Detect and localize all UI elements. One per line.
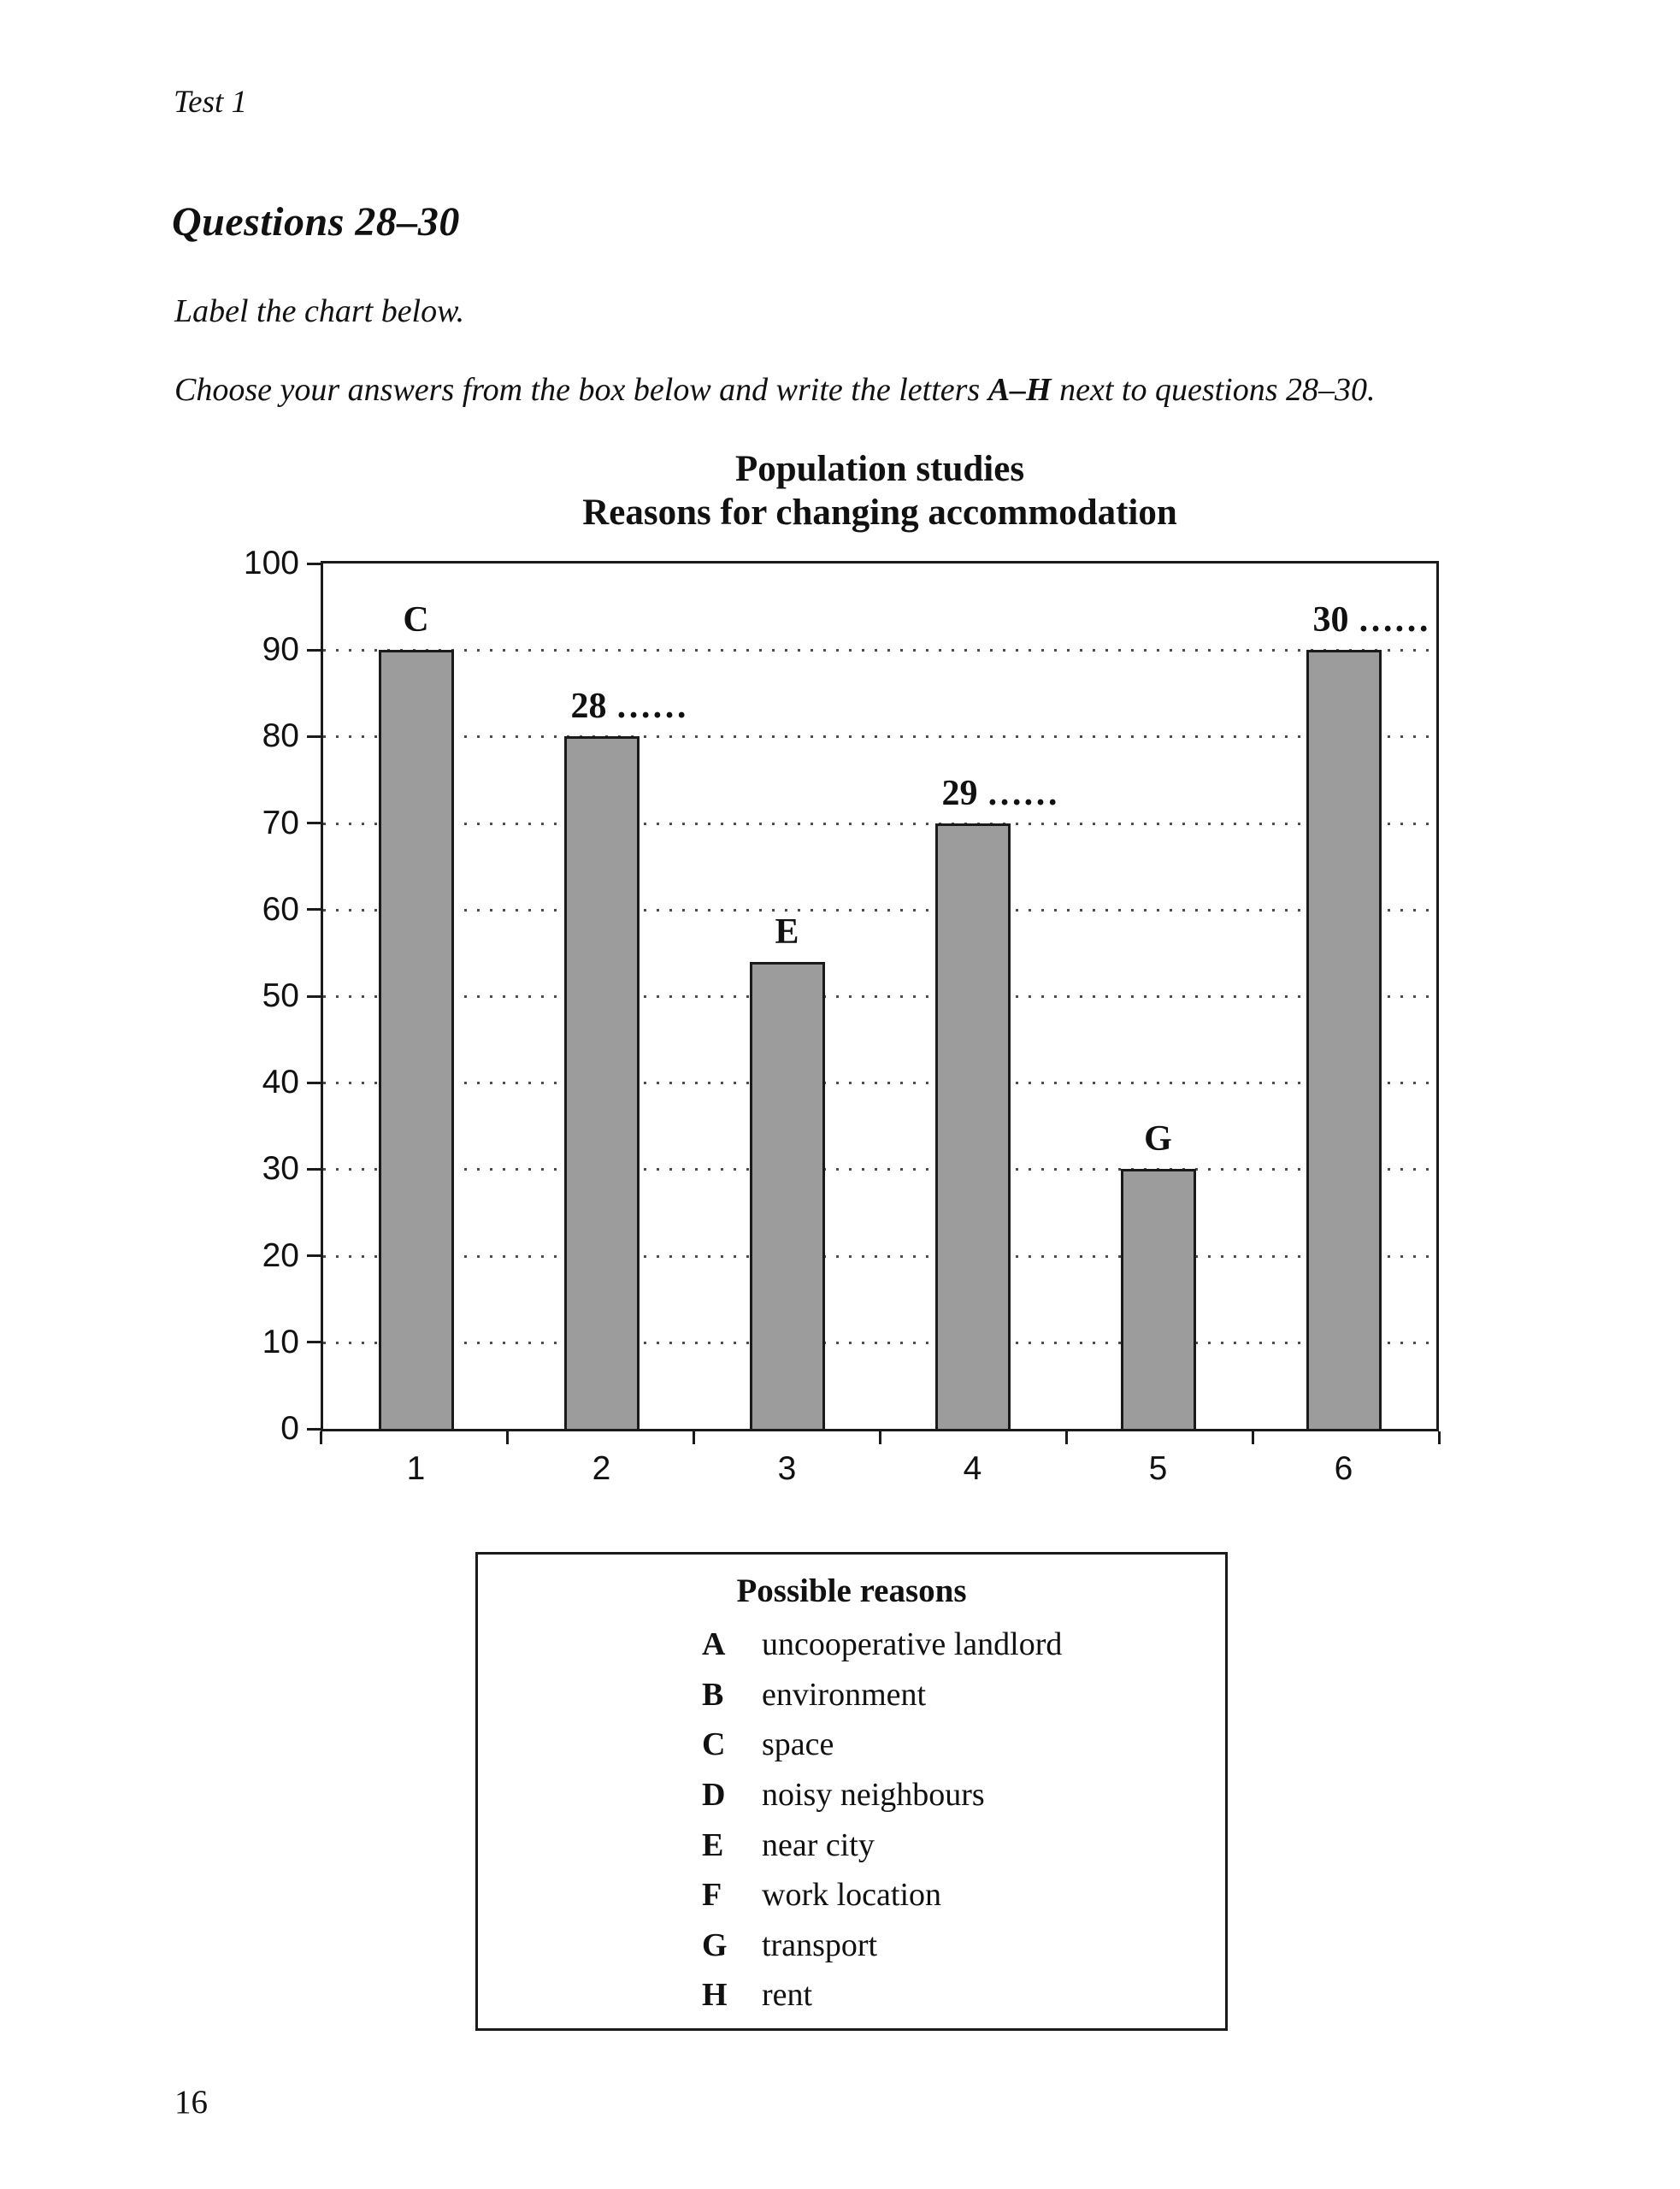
possible-reasons-box — [475, 1552, 1228, 2031]
bar-label-6: 30 …… — [1312, 600, 1429, 640]
y-axis-label-0: 0 — [280, 1410, 299, 1447]
y-axis-tick-40 — [307, 1082, 321, 1084]
instruction-label-chart: Label the chart below. — [174, 293, 465, 329]
reason-letter-F: F — [702, 1877, 722, 1914]
bar-category-2 — [564, 736, 640, 1429]
y-axis-label-30: 30 — [262, 1150, 299, 1188]
gridline-30 — [323, 1168, 1436, 1171]
bar-label-1: C — [403, 600, 429, 640]
chart-title-line2: Reasons for changing accommodation — [582, 492, 1177, 533]
bar-category-4 — [935, 823, 1011, 1429]
gridline-60 — [323, 909, 1436, 912]
y-axis-label-40: 40 — [262, 1064, 299, 1101]
y-axis-tick-50 — [307, 995, 321, 998]
bar-category-1 — [379, 650, 454, 1429]
instruction-choose-answers-pre: Choose your answers from the box below and write the letters — [174, 372, 988, 408]
y-axis-label-90: 90 — [262, 631, 299, 669]
instruction-choose-answers-post: next to questions 28–30. — [1051, 372, 1376, 408]
possible-reasons-heading: Possible reasons — [736, 1572, 967, 1609]
x-axis-label-4: 4 — [963, 1450, 982, 1487]
x-axis-label-2: 2 — [592, 1450, 611, 1487]
reason-row-B — [702, 1670, 1062, 1720]
gridline-50 — [323, 995, 1436, 998]
x-axis-tick-1 — [506, 1431, 509, 1444]
y-axis-tick-70 — [307, 822, 321, 824]
y-axis-tick-90 — [307, 649, 321, 652]
reason-letter-C: C — [702, 1726, 726, 1763]
x-axis-label-5: 5 — [1148, 1450, 1168, 1487]
x-axis-label-3: 3 — [777, 1450, 797, 1487]
reason-text-B: environment — [762, 1676, 927, 1713]
reason-row-A — [702, 1620, 1062, 1670]
reason-row-G — [702, 1921, 1062, 1971]
x-axis-tick-6 — [1438, 1431, 1441, 1444]
y-axis-label-70: 70 — [262, 804, 299, 841]
reason-letter-A: A — [702, 1626, 726, 1663]
bar-category-5 — [1121, 1169, 1196, 1429]
y-axis-tick-60 — [307, 908, 321, 911]
reason-row-E — [702, 1820, 1062, 1870]
gridline-70 — [323, 823, 1436, 825]
reason-text-G: transport — [762, 1926, 878, 1963]
reason-text-D: noisy neighbours — [762, 1777, 985, 1814]
chart-title — [321, 448, 1439, 534]
y-axis-label-20: 20 — [262, 1236, 299, 1274]
possible-reasons-list — [702, 1620, 1062, 2021]
y-axis-tick-30 — [307, 1168, 321, 1171]
gridline-40 — [323, 1082, 1436, 1084]
bar-chart-plot-area — [321, 561, 1439, 1431]
y-axis-label-50: 50 — [262, 977, 299, 1014]
x-axis-tick-2 — [693, 1431, 695, 1444]
x-axis-tick-3 — [879, 1431, 881, 1444]
y-axis-label-80: 80 — [262, 717, 299, 755]
x-axis-label-6: 6 — [1334, 1450, 1353, 1487]
bar-label-4: 29 …… — [941, 773, 1058, 813]
y-axis-tick-20 — [307, 1254, 321, 1257]
gridline-80 — [323, 735, 1436, 738]
bar-category-6 — [1306, 650, 1382, 1429]
reason-text-C: space — [762, 1726, 834, 1763]
y-axis-label-10: 10 — [262, 1323, 299, 1360]
gridline-10 — [323, 1342, 1436, 1344]
bar-label-5: G — [1144, 1119, 1172, 1159]
instruction-letter-range: A–H — [987, 372, 1052, 408]
reason-row-D — [702, 1770, 1062, 1820]
test-number-label: Test 1 — [174, 85, 248, 120]
reason-letter-B: B — [702, 1676, 724, 1713]
questions-heading: Questions 28–30 — [172, 199, 460, 245]
y-axis-label-60: 60 — [262, 890, 299, 928]
instruction-choose-answers — [174, 371, 1376, 409]
x-axis-tick-5 — [1252, 1431, 1254, 1444]
gridline-20 — [323, 1255, 1436, 1258]
reason-letter-G: G — [702, 1926, 728, 1963]
bar-category-3 — [750, 962, 825, 1429]
chart-title-line1: Population studies — [734, 449, 1025, 489]
x-axis-label-1: 1 — [406, 1450, 426, 1487]
reason-letter-H: H — [702, 1977, 728, 2014]
y-axis-tick-0 — [307, 1428, 321, 1431]
gridline-90 — [323, 649, 1436, 652]
y-axis-tick-10 — [307, 1341, 321, 1343]
y-axis-tick-100 — [307, 563, 321, 565]
bar-label-2: 28 …… — [570, 687, 687, 727]
x-axis-tick-4 — [1065, 1431, 1068, 1444]
reason-row-H — [702, 1970, 1062, 2021]
y-axis-label-100: 100 — [243, 545, 299, 581]
reason-row-C — [702, 1720, 1062, 1770]
y-axis-tick-80 — [307, 735, 321, 738]
reason-text-F: work location — [762, 1877, 942, 1914]
reason-text-H: rent — [762, 1977, 813, 2014]
reason-letter-D: D — [702, 1777, 726, 1814]
reason-text-E: near city — [762, 1826, 875, 1863]
reason-row-F — [702, 1870, 1062, 1921]
reason-text-A: uncooperative landlord — [762, 1626, 1063, 1663]
page-number: 16 — [174, 2084, 208, 2121]
x-axis-tick-0 — [320, 1431, 322, 1444]
reason-letter-E: E — [702, 1826, 724, 1863]
bar-label-3: E — [775, 912, 799, 952]
